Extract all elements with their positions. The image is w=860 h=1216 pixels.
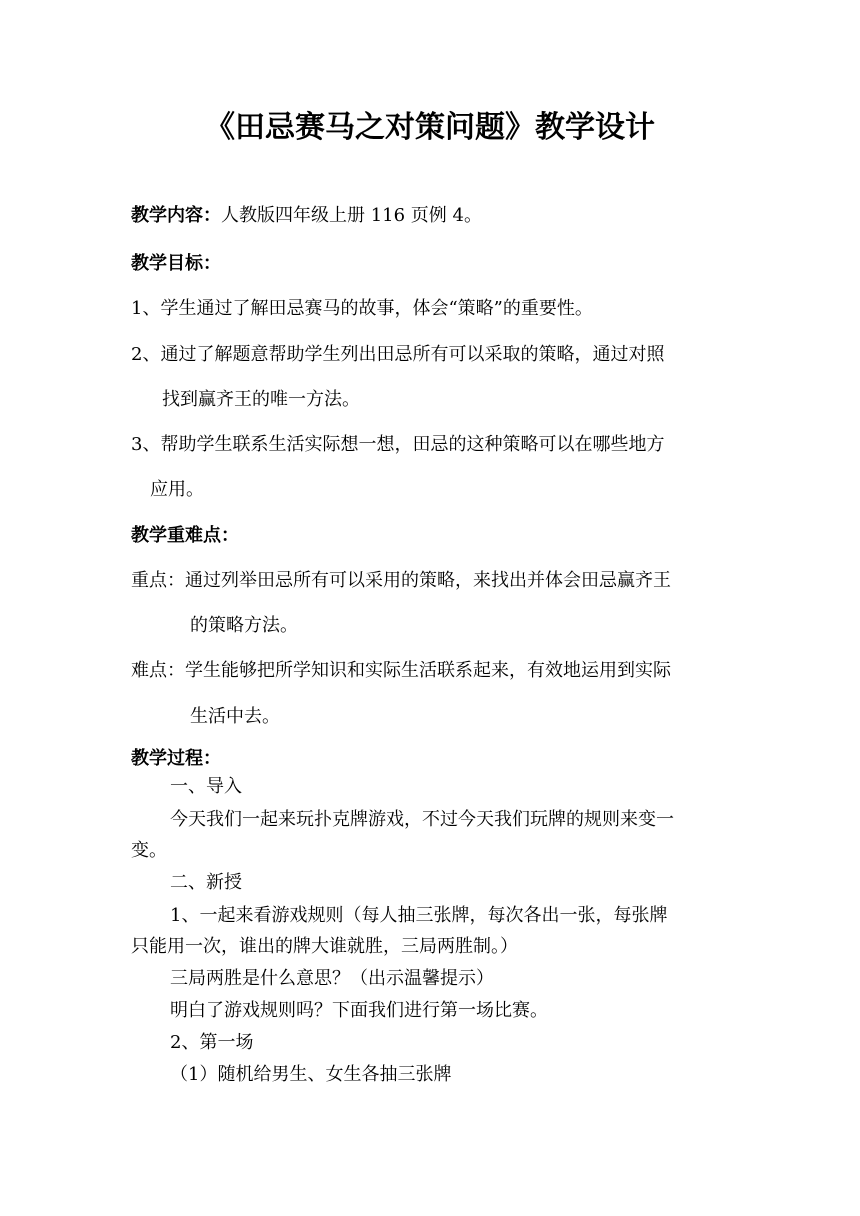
rules-paragraph-line-1: 1、一起来看游戏规则（每人抽三张牌，每次各出一张，每张牌 bbox=[170, 905, 668, 926]
understand-line: 明白了游戏规则吗？下面我们进行第一场比赛。 bbox=[170, 1000, 548, 1021]
intro-paragraph-line-1: 今天我们一起来玩扑克牌游戏，不过今天我们玩牌的规则来变一 bbox=[170, 809, 674, 830]
goal-item-2-line-2: 找到赢齐王的唯一方法。 bbox=[162, 389, 360, 410]
key-points-label: 教学重难点： bbox=[131, 525, 239, 546]
difficulty-line-1: 难点：学生能够把所学知识和实际生活联系起来，有效地运用到实际 bbox=[131, 660, 671, 681]
teaching-goals-label: 教学目标： bbox=[131, 253, 221, 274]
section-new-lesson-heading: 二、新授 bbox=[170, 872, 242, 893]
teaching-content-label: 教学内容： bbox=[131, 205, 221, 226]
round-one-heading: 2、第一场 bbox=[170, 1032, 254, 1053]
goal-item-1: 1、学生通过了解田忌赛马的故事，体会“策略”的重要性。 bbox=[131, 298, 593, 319]
step-one-line: （1）随机给男生、女生各抽三张牌 bbox=[170, 1064, 452, 1085]
teaching-content-line bbox=[131, 204, 482, 228]
intro-paragraph-line-2: 变。 bbox=[131, 840, 167, 861]
focus-line-2: 的策略方法。 bbox=[190, 615, 298, 636]
teaching-content-text: 人教版四年级上册 116 页例 4。 bbox=[221, 205, 482, 226]
process-label: 教学过程： bbox=[131, 748, 221, 769]
goal-item-3-line-2: 应用。 bbox=[150, 479, 204, 500]
difficulty-line-2: 生活中去。 bbox=[190, 706, 280, 727]
question-line: 三局两胜是什么意思？（出示温馨提示） bbox=[170, 968, 494, 989]
goal-item-2-line-1: 2、通过了解题意帮助学生列出田忌所有可以采取的策略，通过对照 bbox=[131, 344, 665, 365]
section-intro-heading: 一、导入 bbox=[170, 776, 242, 797]
rules-paragraph-line-2: 只能用一次，谁出的牌大谁就胜，三局两胜制。） bbox=[131, 936, 518, 957]
focus-line-1: 重点：通过列举田忌所有可以采用的策略，来找出并体会田忌赢齐王 bbox=[131, 570, 671, 591]
document-title: 《田忌赛马之对策问题》教学设计 bbox=[205, 110, 655, 145]
goal-item-3-line-1: 3、帮助学生联系生活实际想一想，田忌的这种策略可以在哪些地方 bbox=[131, 434, 665, 455]
